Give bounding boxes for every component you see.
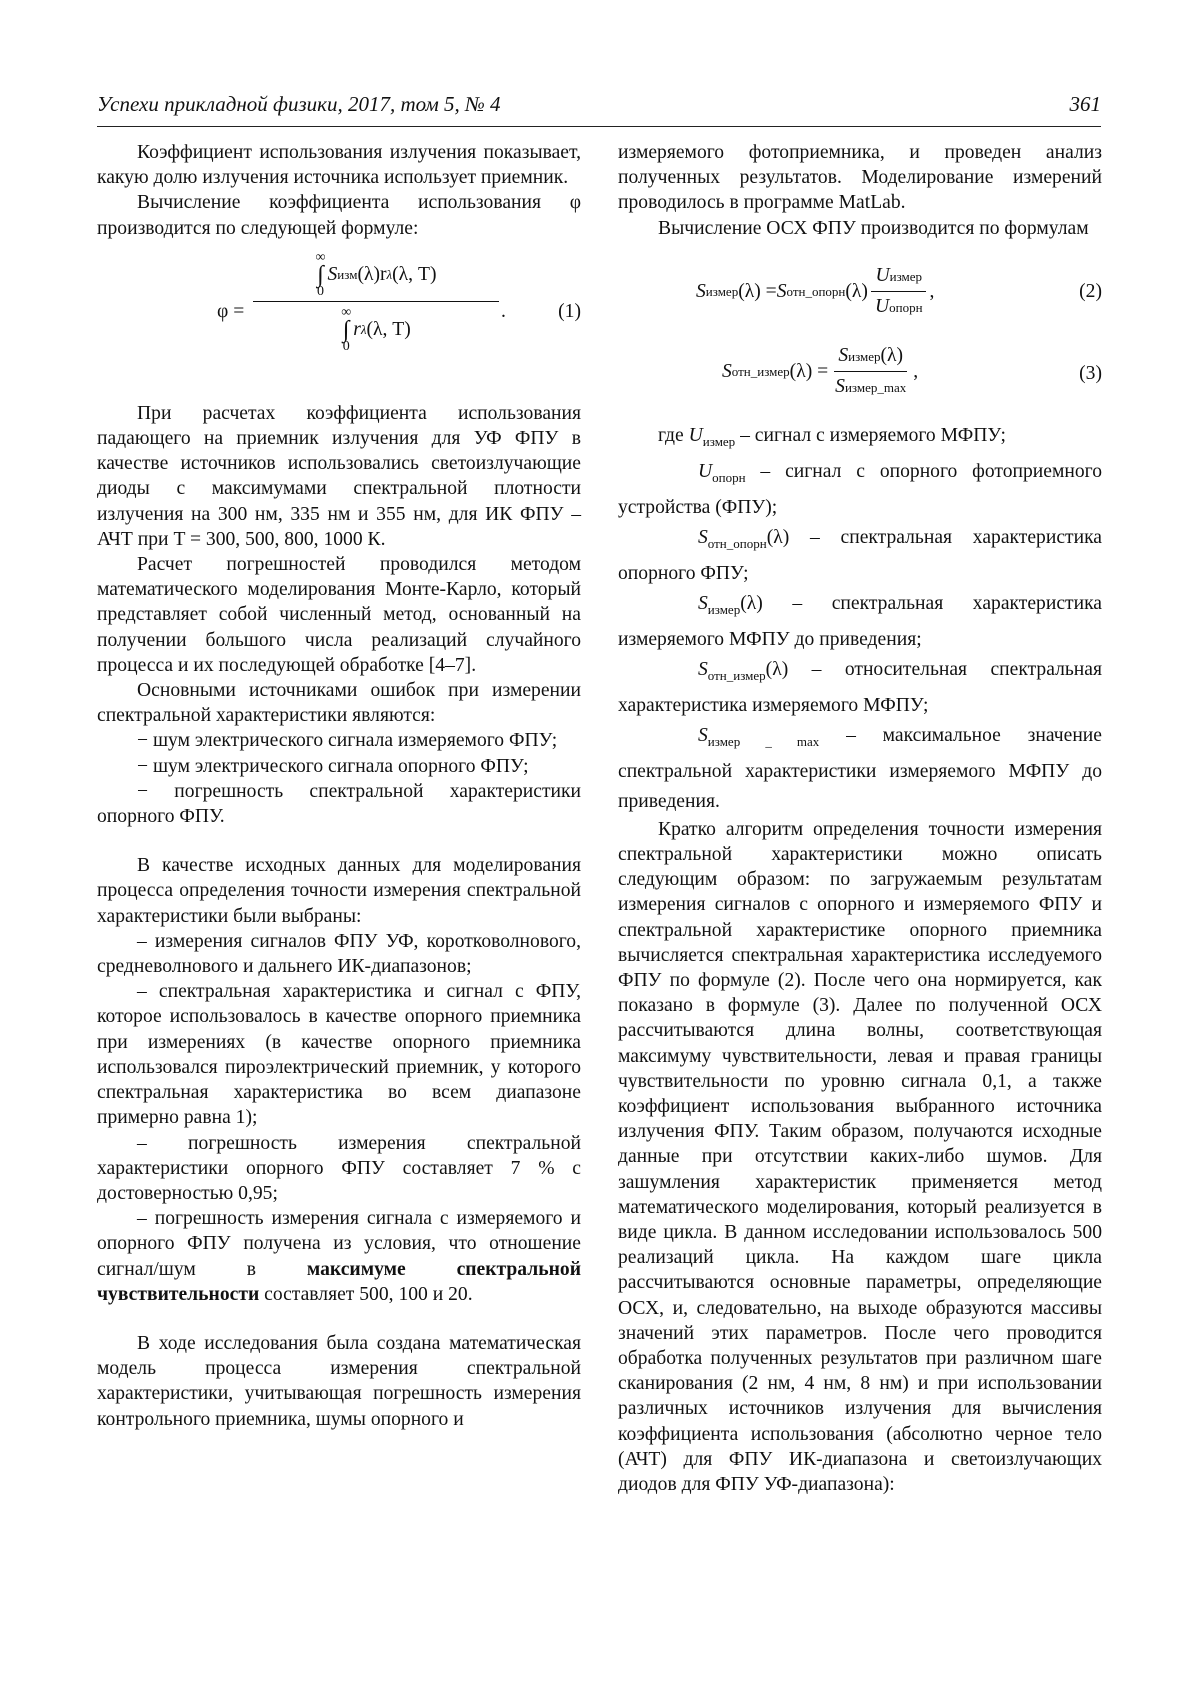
journal-title: Успехи прикладной физики, 2017, том 5, № 4 [97,92,501,116]
paragraph: Вычисление ОСХ ФПУ производится по формулам [658,217,1089,239]
formula-2: S измер (λ) = S отн_опорн (λ) $\frac{\text{Uизмер}}{\text{Uопорн}}$ , (2) [618,253,1102,325]
running-header [97,86,1101,127]
fraction: $\frac{\text{Uизмер}}{\text{Uопорн}}$ [871,263,927,320]
list-item: − шум электрического сигнала опорного ФПУ; [137,755,529,777]
paragraph: измеряемого фотоприемника, и проведен анализ полученных результатов. Моделирование измерений проводилось в программе MatLab. [618,142,1102,214]
definition-item: где $U_{измер}$ – сигнал с измеряемого МФПУ; [658,424,1006,449]
equation-number: (2) [1079,280,1102,302]
definition-item: $S_{отн\_опорн}(\lambda)$ – спектральная характеристика опорного ФПУ; [618,526,1102,584]
definition-item: $U_{опорн}$ – сигнал с опорного фотоприемного устройства (ФПУ); [618,460,1102,518]
list-item: − погрешность спектральной характеристики опорного ФПУ. [97,780,581,828]
definition-item: $S_{отн\_измер}(\lambda)$ – относительная спектральная характеристика измеряемого МФПУ; [618,658,1102,716]
paragraph: Вычисление коэффициента использования φ производится по следующей формуле: [97,192,581,239]
right-column [618,140,1102,1497]
paragraph: В качестве исходных данных для моделирования процесса определения точности измерения спектральной характеристики были выбраны: [97,855,581,927]
paragraph: Кратко алгоритм определения точности измерения спектральной характеристики можно описать следующим образом: по загружаемым результатам измерения сигналов с опорного и измеряемого ФПУ и спектральной характеристике опорного приемника вычисляется спектральная характеристика исследуемого ФПУ по формуле (2). После чего она нормируется, как показано в формуле (3). Далее по полученной ОСХ рассчитываются длина волны, соответствующая максимуму чувствительности, левая и правая границы чувствительности по уровню сигнала 0,1, а также коэффициент использования выбранного источника излучения ФПУ. Таким образом, получаются исходные данные при отсутствии каких-либо шумов. Для зашумления характеристик применяется метод математического моделирования, который реализуется в виде цикла. В данном исследовании использовалось 500 реализаций цикла. На каждом шаге цикла рассчитываются основные параметры, определяющие ОСХ, и, следовательно, на выходе образуются массивы значений этих параметров. После чего проводится обработка полученных результатов при различном шаге сканирования (2 нм, 4 нм, 8 нм) и при использовании различных источников излучения для вычисления коэффициента использования (абсолютно черное тело (АЧТ) для ФПУ ИК-диапазона и светоизлучающих диодов для ФПУ УФ-диапазона): [618,818,1102,1496]
paragraph: Основными источниками ошибок при измерении спектральной характеристики являются: [97,680,581,727]
paragraph: Коэффициент использования излучения показывает, какую долю излучения источника использует приемник. [97,142,581,189]
fraction: $\frac{\text{Sизмер(λ)}}{\text{Sизмер\_max}}$ [835,344,907,398]
list-item: – измерения сигналов ФПУ УФ, коротковолнового, средневолнового и дальнего ИК-диапазонов; [97,930,581,978]
formula-1-lhs: φ = [217,300,245,322]
paragraph: Расчет погрешностей проводился методом математического моделирования Монте-Карло, который представляет собой численный метод, основанный на получении большого числа реализаций случайного процесса и их последующей обработке [4–7]. [97,554,581,676]
integral-sign: ∞ ∫ 0 [341,304,352,354]
list-item: − шум электрического сигнала измеряемого ФПУ; [137,730,558,752]
formula-1: φ = ∞ ∫ 0 S изм (λ)r λ (λ, T) ∞ ∫ 0 r λ (λ, T) . (1) [217,249,581,354]
definition-item: $S_{измер}(\lambda)$ – спектральная характеристика измеряемого МФПУ до приведения; [618,592,1102,650]
list-item: – погрешность измерения сигнала с измеряемого и опорного ФПУ получена из условия, что отношение сигнал/шум в максимуме спектральной чувствительности составляет 500, 100 и 20. [97,1208,581,1305]
list-item: – спектральная характеристика и сигнал с ФПУ, которое использовалось в качестве опорного приемника при измерениях (в качестве опорного приемника использовался пироэлектрический приемник, у которого спектральная характеристика во всем диапазоне примерно равна 1); [97,981,581,1129]
page-number: 361 [1069,92,1101,116]
integral-sign: ∞ ∫ 0 [315,249,326,299]
left-column [97,140,581,1432]
equation-number: (1) [558,300,581,322]
list-item: – погрешность измерения спектральной характеристики опорного ФПУ составляет 7 % с достоверностью 0,95; [97,1132,581,1204]
paragraph: В ходе исследования была создана математическая модель процесса измерения спектральной характеристики, учитывающая погрешность измерения контрольного приемника, шумы опорного и [97,1332,581,1430]
formula-3: S отн_измер (λ) = $\frac{\text{Sизмер(λ)}}{\text{Sизмер\_max}}$ , (3) [618,335,1102,409]
definition-item: $S_{измер \_ max}$ – максимальное значение спектральной характеристики измеряемого МФПУ до приведения. [618,724,1102,812]
equation-number: (3) [1079,362,1102,384]
paragraph: При расчетах коэффициента использования падающего на приемник излучения для УФ ФПУ в качестве источников использовались светоизлучающие диоды с максимумами спектральной плотности излучения на 300 нм, 335 нм и 355 нм, для ИК ФПУ – АЧТ при T = 300, 500, 800, 1000 К. [97,402,581,550]
